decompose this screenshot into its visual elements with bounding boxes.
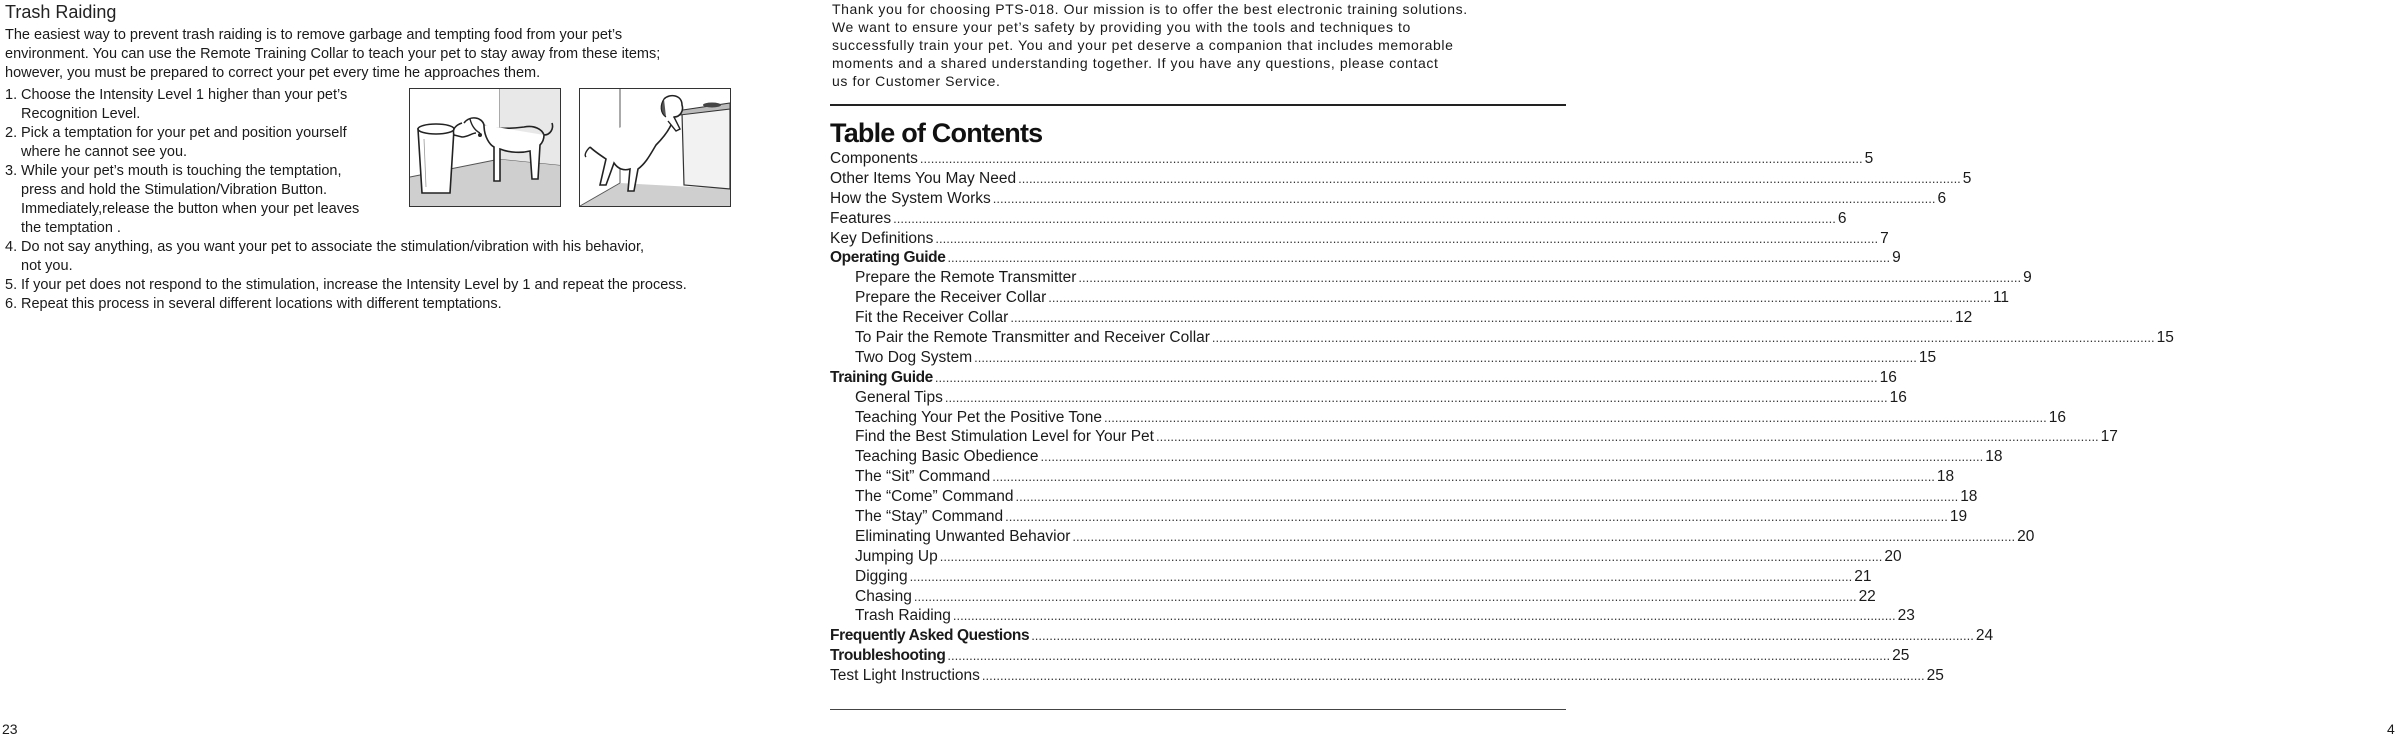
toc-entry-page: 21 <box>1854 567 1872 585</box>
toc-leader-dots <box>914 589 1857 604</box>
divider <box>830 104 1566 106</box>
toc-entry-page: 16 <box>2048 408 2066 426</box>
toc-leader-dots <box>893 211 1836 226</box>
toc-entry-page: 20 <box>2017 527 2035 545</box>
toc-entry-label: Jumping Up <box>855 547 938 565</box>
toc-entry-label: Teaching Basic Obedience <box>855 448 1039 466</box>
toc-entry[interactable] <box>830 488 1978 508</box>
toc-entry[interactable] <box>830 348 1937 369</box>
toc-entry-label: Trash Raiding <box>855 607 951 625</box>
dog-trash-can-illustration <box>409 88 561 207</box>
dog-counter-illustration <box>579 88 731 207</box>
step-item <box>5 238 687 276</box>
toc-entry[interactable] <box>830 209 1847 230</box>
toc-entry-label: Eliminating Unwanted Behavior <box>855 527 1071 545</box>
toc-entry-label: Digging <box>855 567 908 585</box>
toc-entry[interactable] <box>830 388 1907 409</box>
step-number: 2. <box>5 125 18 141</box>
toc-entry-label: Find the Best Stimulation Level for Your Pet <box>855 428 1154 446</box>
step-line: Immediately,release the button when your pet leaves <box>21 201 360 217</box>
toc-entry-label: Prepare the Receiver Collar <box>855 289 1047 307</box>
toc-entry[interactable] <box>830 667 1944 687</box>
step-item <box>5 295 687 314</box>
toc-entry[interactable] <box>830 567 1872 588</box>
toc-entry-page: 16 <box>1879 368 1897 386</box>
toc-entry-label: Key Definitions <box>830 229 934 247</box>
toc-entry-label: Teaching Your Pet the Positive Tone <box>855 408 1103 426</box>
step-number: 3. <box>5 163 18 179</box>
toc-leader-dots <box>945 390 1888 405</box>
toc-entry-label: Fit the Receiver Collar <box>855 309 1009 327</box>
toc-entry[interactable] <box>830 229 1889 250</box>
toc-entry-page: 15 <box>2156 329 2174 347</box>
toc-leader-dots <box>1078 270 2021 285</box>
toc-entry[interactable] <box>830 309 1973 329</box>
toc-leader-dots <box>1016 489 1959 504</box>
toc-leader-dots <box>935 231 1878 246</box>
toc-leader-dots <box>1041 449 1984 464</box>
thanks-line: us for Customer Service. <box>832 73 1001 89</box>
toc-entry-label: The “Stay” Command <box>855 508 1004 526</box>
toc-entry[interactable] <box>830 169 1972 190</box>
toc-leader-dots <box>1005 509 1948 524</box>
toc-entry[interactable] <box>830 368 1897 389</box>
thanks-line: moments and a shared understanding together. If you have any questions, please contact <box>832 55 1439 71</box>
toc-leader-dots <box>935 370 1878 385</box>
toc-entry-label: General Tips <box>855 388 943 406</box>
toc-entry-page: 25 <box>1892 647 1910 665</box>
toc-leader-dots <box>953 608 1896 623</box>
step-line: Repeat this process in several different locations with different temptations. <box>21 296 502 312</box>
toc-entry[interactable] <box>830 189 1947 210</box>
toc-entry-page: 9 <box>2023 269 2032 287</box>
thanks-line: Thank you for choosing PTS-018. Our mission is to offer the best electronic training solutions. <box>832 1 1468 17</box>
toc-leader-dots <box>920 151 1863 166</box>
toc-entry-page: 17 <box>2100 428 2118 446</box>
toc-entry-page: 9 <box>1892 249 1901 267</box>
step-line: the temptation . <box>21 220 121 236</box>
toc-entry-page: 12 <box>1955 309 1973 327</box>
step-line: Do not say anything, as you want your pet to associate the stimulation/vibration with his behavior, <box>21 239 645 255</box>
toc-leader-dots <box>974 350 1917 365</box>
toc-entry[interactable] <box>830 289 2010 309</box>
right-page <box>830 0 2395 746</box>
toc-leader-dots <box>1212 330 2155 345</box>
step-line: If your pet does not respond to the stimulation, increase the Intensity Level by 1 and repeat the process. <box>21 277 687 293</box>
toc-entry-page: 25 <box>1926 667 1944 685</box>
left-page <box>0 0 760 746</box>
toc-entry[interactable] <box>830 547 1902 568</box>
step-number: 5. <box>5 277 18 293</box>
toc-entry-label: The “Sit” Command <box>855 468 991 486</box>
toc-entry-page: 7 <box>1880 229 1889 247</box>
toc-entry-page: 20 <box>1884 547 1902 565</box>
toc-entry-page: 5 <box>1864 150 1874 167</box>
toc-entry-label: Frequently Asked Questions <box>830 627 1030 645</box>
toc-entry-page: 18 <box>1960 488 1978 506</box>
toc-entry-page: 22 <box>1858 587 1876 605</box>
toc-entry[interactable] <box>830 627 1994 647</box>
step-number: 1. <box>5 87 18 103</box>
toc-leader-dots <box>947 250 1890 265</box>
toc-entry-page: 18 <box>1936 468 1955 486</box>
toc-leader-dots <box>1156 429 2099 444</box>
thanks-line: successfully train your pet. You and your pet deserve a companion that includes memorable <box>832 37 1454 53</box>
toc-entry[interactable] <box>830 428 2118 448</box>
toc-entry[interactable] <box>830 408 2066 429</box>
toc-entry-label: The “Come” Command <box>855 488 1014 506</box>
toc-entry[interactable] <box>830 527 2035 548</box>
table-of-contents <box>830 150 2174 687</box>
toc-entry[interactable] <box>830 448 2003 468</box>
toc-leader-dots <box>910 569 1853 584</box>
toc-entry[interactable] <box>830 587 1876 608</box>
toc-entry-label: To Pair the Remote Transmitter and Receiver Collar <box>855 329 1210 347</box>
step-line: Recognition Level. <box>21 106 141 122</box>
step-number: 4. <box>5 239 18 255</box>
toc-entry-label: Operating Guide <box>830 249 946 267</box>
toc-entry-page: 19 <box>1949 508 1968 526</box>
toc-entry-label: Troubleshooting <box>830 647 946 665</box>
toc-leader-dots <box>1018 171 1961 186</box>
step-line: where he cannot see you. <box>21 144 188 160</box>
toc-leader-dots <box>992 469 1935 484</box>
toc-entry-page: 16 <box>1889 388 1907 406</box>
toc-entry-page: 6 <box>1937 189 1947 207</box>
toc-leader-dots <box>1048 290 1991 305</box>
toc-entry-page: 23 <box>1897 607 1915 625</box>
toc-leader-dots <box>1072 529 2015 544</box>
toc-entry[interactable] <box>830 269 2032 289</box>
toc-entry-label: Components <box>830 150 918 167</box>
toc-entry-page: 15 <box>1918 348 1937 366</box>
toc-entry-label: How the System Works <box>830 189 991 207</box>
step-line: press and hold the Stimulation/Vibration Button. <box>21 182 328 198</box>
step-line: While your pet’s mouth is touching the temptation, <box>21 163 342 179</box>
thanks-line: We want to ensure your pet’s safety by providing you with the tools and techniques to <box>832 19 1411 35</box>
divider <box>830 709 1566 710</box>
toc-entry[interactable] <box>830 468 1955 488</box>
toc-entry-page: 18 <box>1985 448 2003 466</box>
step-item <box>5 276 687 295</box>
step-line: Pick a temptation for your pet and position yourself <box>21 125 347 141</box>
page-number: 23 <box>2 721 18 737</box>
intro-line: however, you must be prepared to correct your pet every time he approaches them. <box>5 65 541 81</box>
toc-entry-label: Training Guide <box>830 368 933 386</box>
toc-entry[interactable] <box>830 508 1968 528</box>
toc-leader-dots <box>940 549 1883 564</box>
toc-entry-label: Features <box>830 209 892 227</box>
toc-entry-page: 11 <box>1992 289 2010 307</box>
toc-entry-page: 24 <box>1975 627 1994 645</box>
toc-entry-label: Other Items You May Need <box>830 169 1017 187</box>
step-number: 6. <box>5 296 18 312</box>
toc-entry-page: 5 <box>1962 169 1972 187</box>
intro-paragraph <box>5 26 745 83</box>
intro-line: environment. You can use the Remote Training Collar to teach your pet to stay away from these items; <box>5 46 661 62</box>
toc-leader-dots <box>1031 628 1974 643</box>
toc-entry[interactable] <box>830 329 2174 349</box>
thank-you-paragraph <box>832 0 1468 90</box>
toc-title: Table of Contents <box>830 118 1043 148</box>
section-title: Trash Raiding <box>5 2 117 22</box>
toc-entry[interactable] <box>830 249 1901 269</box>
toc-entry-page: 6 <box>1837 209 1847 227</box>
intro-line: The easiest way to prevent trash raiding is to remove garbage and tempting food from your pet’s <box>5 27 623 43</box>
step-line: not you. <box>21 258 73 274</box>
toc-leader-dots <box>1104 410 2047 425</box>
toc-entry-label: Two Dog System <box>855 348 973 366</box>
toc-entry[interactable] <box>830 150 1874 170</box>
toc-entry[interactable] <box>830 647 1910 667</box>
toc-leader-dots <box>947 648 1890 663</box>
toc-leader-dots <box>982 668 1925 683</box>
toc-leader-dots <box>993 191 1936 206</box>
toc-entry-label: Test Light Instructions <box>830 667 980 685</box>
page-number: 4 <box>2387 721 2395 737</box>
toc-leader-dots <box>1010 310 1953 325</box>
toc-entry-label: Prepare the Remote Transmitter <box>855 269 1077 287</box>
step-line: Choose the Intensity Level 1 higher than your pet’s <box>21 87 348 103</box>
toc-entry-label: Chasing <box>855 587 912 605</box>
toc-entry[interactable] <box>830 607 1915 627</box>
